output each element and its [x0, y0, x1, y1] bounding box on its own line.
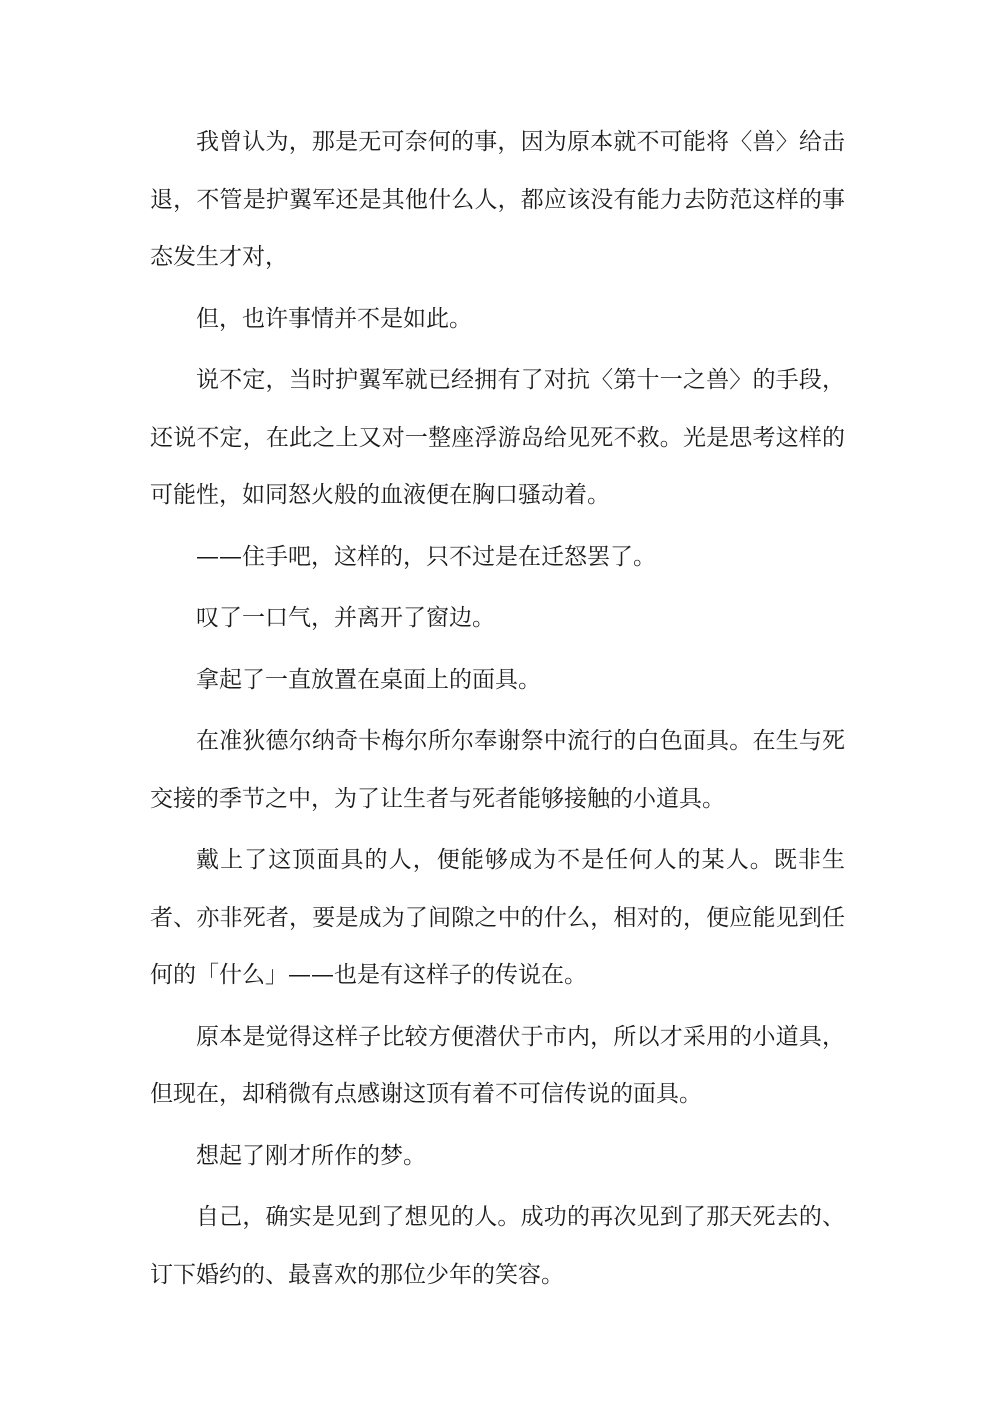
- paragraph-7: 在准狄德尔纳奇卡梅尔所尔奉谢祭中流行的白色面具。在生与死交接的季节之中，为了让生者与死者能够接触的小道具。: [150, 728, 845, 812]
- paragraph-5: 叹了一口气，并离开了窗边。: [196, 605, 495, 631]
- paragraph-6: 拿起了一直放置在桌面上的面具。: [196, 666, 541, 693]
- document-page: [150, 114, 845, 1304]
- paragraph-11: 自己，确实是见到了想见的人。成功的再次见到了那天死去的、订下婚约的、最喜欢的那位少年的笑容。: [150, 1204, 845, 1288]
- paragraph-9: 原本是觉得这样子比较方便潜伏于市内，所以才采用的小道具，但现在，却稍微有点感谢这顶有着不可信传说的面具。: [150, 1023, 845, 1107]
- paragraph-10: 想起了刚才所作的梦。: [196, 1142, 426, 1169]
- paragraph-8: 戴上了这顶面具的人，便能够成为不是任何人的某人。既非生者、亦非死者，要是成为了间隙之中的什么，相对的，便应能见到任何的「什么」——也是有这样子的传说在。: [150, 847, 845, 988]
- paragraph-1: 我曾认为，那是无可奈何的事，因为原本就不可能将〈兽〉给击退，不管是护翼军还是其他什么人，都应该没有能力去防范这样的事态发生才对，: [150, 129, 845, 270]
- paragraph-4: ——住手吧，这样的，只不过是在迁怒罢了。: [196, 543, 656, 570]
- paragraph-2: 但，也许事情并不是如此。: [196, 305, 472, 332]
- paragraph-3: 说不定，当时护翼军就已经拥有了对抗〈第十一之兽〉的手段，还说不定，在此之上又对一整座浮游岛给见死不救。光是思考这样的可能性，如同怒火般的血液便在胸口骚动着。: [150, 367, 845, 508]
